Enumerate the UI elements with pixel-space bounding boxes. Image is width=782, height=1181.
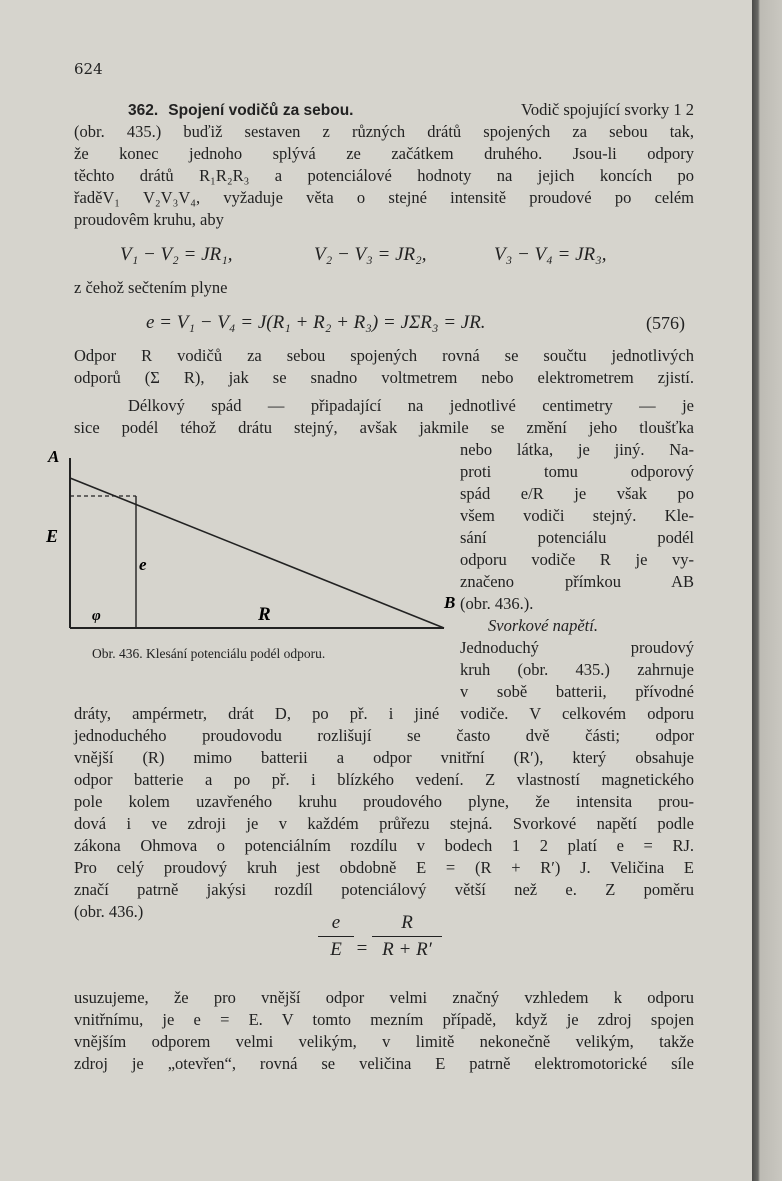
- paragraph-line: (obr. 435.) buďiž sestaven z různých drátů spojených za sebou tak,: [74, 122, 694, 141]
- label-R: R: [258, 604, 271, 625]
- fraction-left-numerator: e: [331, 912, 341, 933]
- book-spine-edge: [752, 0, 782, 1181]
- side-line: (obr. 436.).: [460, 594, 534, 613]
- paragraph-line: usuzujeme, že pro vnější odpor velmi značný vzhledem k odporu: [74, 988, 694, 1007]
- side-line: v sobě batterii, přívodné: [460, 682, 694, 701]
- paragraph-line: značí patrně jakýsi rozdíl potenciálový větší než e. Z poměru: [74, 880, 694, 899]
- paragraph-line: že konec jednoho splývá ze začátkem druhého. Jsou-li odpory: [74, 144, 694, 163]
- paragraph-line: Pro celý proudový kruh jest obdobně E = (R + R′) J. Veličina E: [74, 858, 694, 877]
- paragraph-line: pole kolem uzavřeného kruhu proudového plyne, že intensita prou-: [74, 792, 694, 811]
- side-line: nebo látka, je jiný. Na-: [460, 440, 694, 459]
- sum-intro: z čehož sečtením plyne: [74, 278, 228, 297]
- paragraph-line: proudovêm kruhu, aby: [74, 210, 224, 229]
- label-A: A: [48, 447, 60, 466]
- side-line: kruh (obr. 435.) zahrnuje: [460, 660, 694, 679]
- paragraph-line: jednoduchého proudovodu rozlišují se často dvě části; odpor: [74, 726, 694, 745]
- paragraph-line: Délkový spád — připadající na jednotlivé centimetry — je: [128, 396, 694, 415]
- fraction-left-bar: [318, 936, 354, 937]
- section-heading-line: [128, 100, 694, 121]
- fraction-left-denominator: E: [330, 939, 342, 960]
- equation-1: V₁ − V₂ = JR₁,: [120, 244, 233, 265]
- side-line: proti tomu odporový: [460, 462, 694, 481]
- paragraph-line: dová i ve zdroji je v každém průřezu stejná. Svorkové napětí podle: [74, 814, 694, 833]
- paragraph-line: Odpor R vodičů za sebou spojených rovná se součtu jednotlivých: [74, 346, 694, 365]
- paragraph-line: vnitřnímu, je e = E. V tomto mezním případě, když je zdroj spojen: [74, 1010, 694, 1029]
- paragraph-line: těchto drátů R₁R₂R₃ a potenciálové hodnoty na jejich koncích po: [74, 166, 694, 185]
- fraction-left: [318, 912, 354, 961]
- paragraph-line: vnější (R) mimo batterii a odpor vnitřní (R′), který obsahuje: [74, 748, 694, 767]
- paragraph-line: dráty, ampérmetr, drát D, po př. i jiné vodiče. V celkovém odporu: [74, 704, 694, 723]
- side-line: sání potenciálu podél: [460, 528, 694, 547]
- paragraph-line: odporů (Σ R), jak se snadno voltmetrem nebo elektrometrem zjistí.: [74, 368, 694, 387]
- fraction-right-denominator: R + R′: [382, 939, 432, 960]
- side-line: Jednoduchý proudový: [460, 638, 694, 657]
- label-e: e: [139, 555, 147, 574]
- paragraph-line: zákona Ohmova o potenciálním rozdílu v bodech 1 2 platí e = RJ.: [74, 836, 694, 855]
- paragraph-line: zdroj je „otevřen“, rovná se veličina E patrně elektromotorické síle: [74, 1054, 694, 1073]
- paragraph-line: (obr. 436.): [74, 902, 144, 921]
- side-line: všem vodiči stejný. Kle-: [460, 506, 694, 525]
- page-number: 624: [74, 60, 103, 78]
- fraction-right: [372, 912, 442, 961]
- label-phi: φ: [92, 608, 101, 624]
- potential-line-AB: [70, 478, 444, 628]
- fraction-right-bar: [372, 936, 442, 937]
- section-first-line: Vodič spojující svorky 1 2: [521, 100, 694, 119]
- paragraph-line: odpor batterie a po př. i blízkého vedení. Z vlastností magnetického: [74, 770, 694, 789]
- side-line: spád e/R je však po: [460, 484, 694, 503]
- equation-2: V₂ − V₃ = JR₂,: [314, 244, 427, 265]
- paragraph-line: sice podél téhož drátu stejný, avšak jakmile se změní jeho tloušťka: [74, 418, 694, 437]
- side-line: značeno přímkou AB: [460, 572, 694, 591]
- side-line: odporu vodiče R je vy-: [460, 550, 694, 569]
- figure-436: [40, 440, 460, 640]
- label-E: E: [46, 526, 59, 546]
- section-number: 362.: [128, 102, 159, 119]
- side-heading: Svorkové napětí.: [488, 616, 598, 635]
- paragraph-line: řaděV₁ V₂V₃V₄, vyžaduje věta o stejné intensitě proudové po celém: [74, 188, 694, 207]
- section-title: Spojení vodičů za sebou.: [168, 102, 354, 119]
- fraction-equals: =: [356, 938, 368, 959]
- figure-caption: Obr. 436. Klesání potenciálu podél odporu.: [92, 646, 326, 661]
- equation-main: e = V₁ − V₄ = J(R₁ + R₂ + R₃) = JΣR₃ = JR.: [146, 312, 486, 333]
- equation-number: (576): [646, 313, 685, 333]
- fraction-right-numerator: R: [401, 912, 413, 933]
- label-B: B: [444, 593, 456, 612]
- paragraph-line: vnějším odporem velmi velikým, v limitě nekonečně velikým, takže: [74, 1032, 694, 1051]
- equation-3: V₃ − V₄ = JR₃,: [494, 244, 607, 265]
